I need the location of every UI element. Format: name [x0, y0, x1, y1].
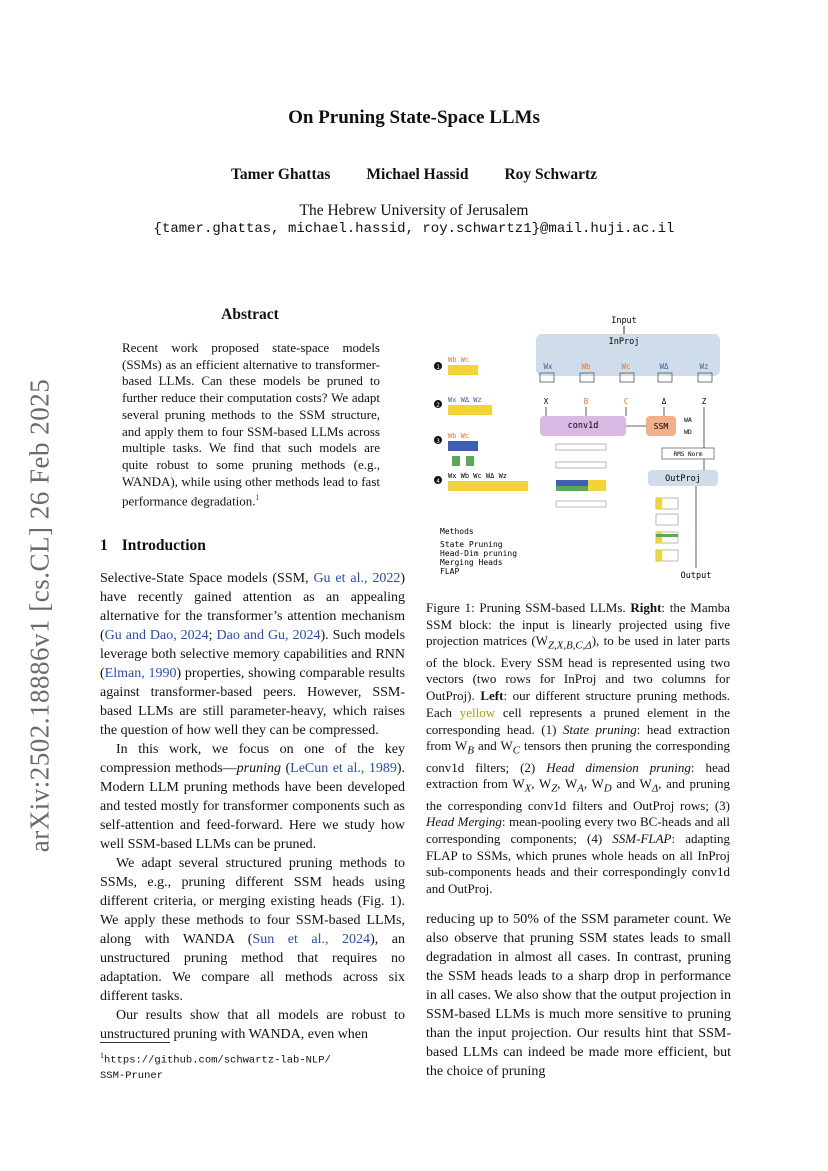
footnote: $^1$https://github.com/schwartz-lab-NLP/ SSM-Pruner — [100, 1051, 331, 1082]
methods-legend — [440, 527, 517, 576]
abstract-text: Recent work proposed state-space models (SSMs) as an efficient alternative to transformer-based LLMs. Can these models be pruned to further reduce their computation costs? We adapt several pruning methods to the SSM structure, and apply them to four SSM-based LLMs across multiple tasks. We find that such models are quite robust to some pruning methods (e.g., WANDA), while using other methods lead to fast performance degradation. — [122, 340, 380, 509]
input-label: Input — [611, 316, 637, 326]
paragraph: In this work, we focus on one of the key compression methods—pruning (LeCun et al., 1989). Modern LLM pruning methods have been developed and tested mostly for transformer components such as self-attention and feed-forward. Here we study how well SSM-based LLMs can be pruned. — [100, 742, 405, 852]
svg-text:Wx WΔ Wz: Wx WΔ Wz — [448, 396, 482, 404]
svg-text:Methods: Methods — [440, 527, 474, 536]
svg-text:3: 3 — [436, 438, 440, 445]
section-number: 1 — [100, 537, 108, 554]
citation-link[interactable]: Gu and Dao, 2024 — [104, 628, 209, 643]
paragraph: Our results show that all models are robust to unstructured pruning with WANDA, even when — [100, 1008, 405, 1042]
paragraph: Selective-State Space models (SSM, Gu et al., 2022) have recently gained attention as an appealing alternative for the transformer’s attention mechanism (Gu and Dao, 2024; Dao and Gu, 2024). Such models leverage both selective memory capabilities and RNN (Elman, 1990) properties, showing comparable results against transformer-based peers. However, SSM-based LLMs are still parameter-heavy, which raises the question of how well they can be compressed. — [100, 571, 406, 738]
figure-1 — [430, 314, 730, 584]
svg-text:C: C — [623, 397, 629, 406]
svg-text:Wb Wc: Wb Wc — [448, 356, 470, 364]
svg-text:B: B — [583, 397, 589, 406]
section-title: Introduction — [121, 537, 206, 554]
svg-text:2: 2 — [436, 402, 440, 409]
svg-text:Head-Dim pruning: Head-Dim pruning — [440, 549, 518, 558]
svg-text:Wx Wb Wc WΔ Wz: Wx Wb Wc WΔ Wz — [448, 472, 508, 480]
svg-text:Z: Z — [701, 397, 707, 406]
arxiv-side-stamp: arXiv:2502.18886v1 [cs.CL] 26 Feb 2025 — [24, 378, 55, 853]
svg-text:Wb Wc: Wb Wc — [448, 432, 470, 440]
inproj-label: InProj — [608, 337, 640, 347]
figure-caption: Figure 1: Pruning SSM-based LLMs. Right: the Mamba SSM block: the input is linearly projected using five projection matrices $(W_{Z,X,B,C,\Delta})$, to be used in later parts of the block. Every SSM head is represented using two vectors (two rows for InProj and two columns for OutProj). Left: our different structure pruning methods. Each yellow cell represents a pruned element in the corresponding head. (1) State pruning: head extraction from $W_B$ and $W_C$ tensors then pruning the corresponding conv1d filters; (2) Head dimension pruning: head extraction from $W_X$, $W_Z$, $W_A$, $W_D$ and $W_\Delta$, and pruning the corresponding conv1d filters and OutProj rows; (3) Head Merging: mean-pooling every two BC-heads and all corresponding components; (4) SSM-FLAP: adapting FLAP to SSMs, which prunes whole heads on all InProj sub-components heads and their correspondingly conv1d and OutProj. — [426, 600, 731, 897]
svg-text:RMS Norm: RMS Norm — [673, 451, 703, 458]
svg-text:WA: WA — [684, 416, 692, 424]
svg-text:1: 1 — [436, 364, 440, 371]
citation-link[interactable]: Sun et al., 2024 — [252, 932, 371, 947]
conv-strips — [556, 444, 606, 507]
svg-text:FLAP: FLAP — [440, 567, 460, 576]
svg-text:Merging Heads: Merging Heads — [440, 558, 503, 567]
footnote-link[interactable]: https://github.com/schwartz-lab-NLP/ — [104, 1054, 331, 1067]
author-emails: {tamer.ghattas, michael.hassid, roy.schwartz1}@mail.huji.ac.il — [153, 221, 675, 237]
paper-title: On Pruning State-Space LLMs — [288, 107, 540, 128]
author-1: Tamer Ghattas — [230, 166, 331, 183]
svg-text:State Pruning: State Pruning — [440, 540, 503, 549]
intro-text — [100, 569, 405, 1044]
citation-link[interactable]: Dao and Gu, 2024 — [216, 628, 321, 643]
svg-text:Wz: Wz — [699, 362, 709, 371]
svg-text:Wx: Wx — [543, 362, 553, 371]
footnote-ref[interactable]: 1 — [255, 493, 260, 503]
section-heading — [100, 537, 206, 555]
output-label: Output — [680, 571, 712, 581]
svg-text:SSM: SSM — [653, 422, 669, 431]
svg-text:WD: WD — [684, 428, 692, 436]
author-3: Roy Schwartz — [504, 166, 598, 183]
right-column-text: reducing up to 50% of the SSM parameter count. We also observe that pruning SSM states leads to small degradation in almost all cases. In contrast, pruning the SSM heads leads to a sharp drop in performance in all cases. We also show that the output projection in SSM-based LLMs is much more sensitive to pruning than the input projection. Our results hint that SSM-based LLMs can indeed be made more efficient, but the choice of pruning — [426, 912, 731, 1079]
citation-link[interactable]: LeCun et al., 1989 — [290, 761, 397, 776]
svg-text:4: 4 — [436, 478, 440, 485]
paragraph: We adapt several structured pruning methods to SSMs, e.g., pruning different SSM heads using different criteria, or merging existing heads (Fig. 1). We apply these methods to four SSM-based LLMs, along with WANDA (Sun et al., 2024), an unstructured pruning method that requires no adaptation. We compare all methods across six different tasks. — [100, 856, 405, 1004]
abstract-body — [122, 340, 380, 510]
svg-text:X: X — [543, 397, 549, 406]
svg-text:Δ: Δ — [661, 397, 667, 406]
yellow-keyword: yellow — [459, 704, 496, 720]
stream-labels — [544, 397, 707, 406]
svg-text:conv1d: conv1d — [567, 421, 599, 431]
author-2: Michael Hassid — [366, 166, 469, 183]
footnote-link-cont[interactable]: SSM-Pruner — [100, 1069, 164, 1082]
left-methods — [434, 356, 528, 491]
author-list — [0, 166, 828, 184]
footnote-rule — [100, 1042, 170, 1043]
svg-text:OutProj: OutProj — [665, 474, 701, 484]
citation-link[interactable]: Gu et al., 2022 — [313, 571, 401, 586]
citation-link[interactable]: Elman, 1990 — [104, 666, 177, 681]
svg-text:Wc: Wc — [621, 362, 631, 371]
svg-text:Wb: Wb — [581, 362, 591, 371]
affiliation: The Hebrew University of Jerusalem — [299, 202, 529, 219]
abstract-heading: Abstract — [221, 306, 279, 323]
svg-text:WΔ: WΔ — [659, 362, 669, 371]
